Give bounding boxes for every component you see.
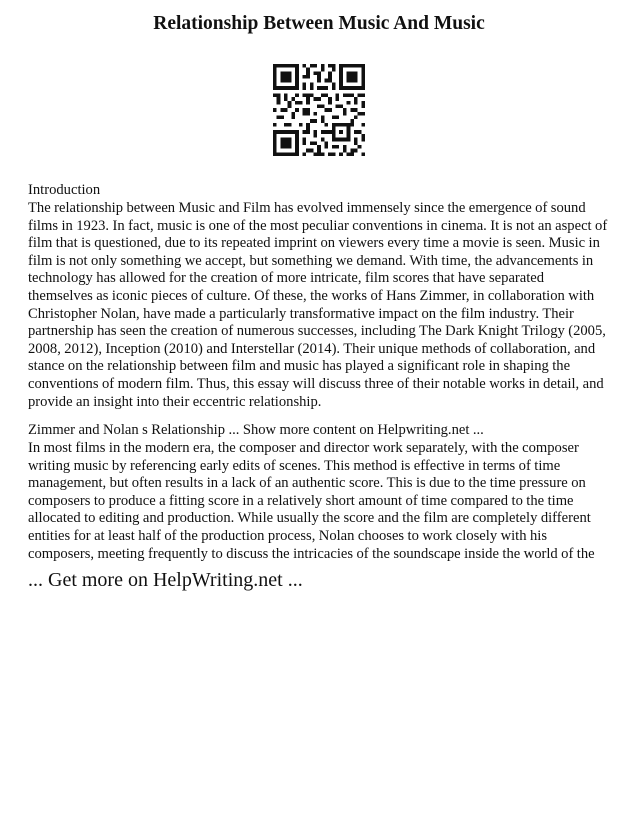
- second-paragraph: In most films in the modern era, the composer and director work separately, with the composer writing music by referencing early edits of scenes. This method is effective in terms of time management, but often results in a lack of an authentic score. This is due to the time pressure on composers to produce a fitting score in a relatively short amount of time compared to the time allocated to editing and production. While usually the score and the film are completely different entities for at least half of the production process, Nolan chooses to work closely with his composers, meeting frequently to discuss the intricacies of the soundscape inside the world of the: [28, 440, 595, 562]
- section-heading-introduction: Introduction: [28, 182, 101, 198]
- intro-paragraph: The relationship between Music and Film has evolved immensely since the emergence of sound films in 1923. In fact, music is one of the most peculiar conventions in cinema. It is not an aspect of film that is questioned, due to its repeated imprint on viewers every time a movie is seen. Music in film is not only something we accept, but something we demand. With time, the advancements in technology has allowed for the creation of more intricate, film scores that have separated themselves as iconic pieces of culture. Of these, the works of Hans Zimmer, in collaboration with Christopher Nolan, have made a particularly transformative impact on the film industry. Their partnership has seen the creation of numerous successes, including The Dark Knight Trilogy (2005, 2008, 2012), Inception (2010) and Interstellar (2014). Their unique methods of collaboration, and stance on the relationship between film and music has played a significant role in shaping the conventions of modern film. Thus, this essay will discuss three of their notable works in detail, and provide an insight into their eccentric relationship.: [28, 200, 608, 410]
- section-lead-show-more: Zimmer and Nolan s Relationship ... Show more content on Helpwriting.net ...: [28, 422, 484, 438]
- get-more-link[interactable]: ... Get more on HelpWriting.net ...: [28, 569, 303, 591]
- page-title: Relationship Between Music And Music: [153, 13, 485, 34]
- qr-code-graphic: [273, 63, 365, 157]
- qr-code-icon: [273, 63, 365, 157]
